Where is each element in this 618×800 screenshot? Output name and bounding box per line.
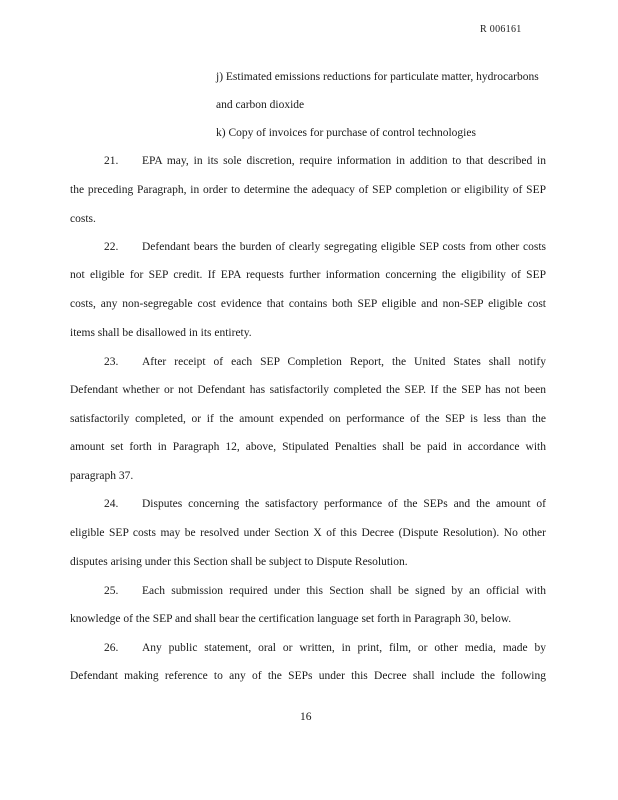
paragraph-21-line: the preceding Paragraph, in order to determine the adequacy of SEP completion or eligibility of SEP: [70, 184, 546, 196]
paragraph-26-line: Defendant making reference to any of the SEPs under this Decree shall include the following: [70, 670, 546, 682]
page-number: 16: [300, 711, 312, 723]
paragraph-text: Any public statement, oral or written, in print, film, or other media, made by: [142, 642, 546, 654]
paragraph-number: 22.: [104, 241, 119, 253]
list-item-j-line-1: j) Estimated emissions reductions for particulate matter, hydrocarbons: [216, 71, 539, 83]
paragraph-21-line: costs.: [70, 213, 96, 225]
paragraph-22-line: items shall be disallowed in its entirety.: [70, 327, 252, 339]
paragraph-22-line: costs, any non-segregable cost evidence that contains both SEP eligible and non-SEP eligible cost: [70, 298, 546, 310]
paragraph-22-line: not eligible for SEP credit. If EPA requests further information concerning the eligibility of SEP: [70, 269, 546, 281]
paragraph-23-line: Defendant whether or not Defendant has satisfactorily completed the SEP. If the SEP has not been: [70, 384, 546, 396]
paragraph-text: Disputes concerning the satisfactory performance of the SEPs and the amount of: [142, 498, 546, 510]
paragraph-text: Each submission required under this Section shall be signed by an official with: [142, 585, 546, 597]
paragraph-number: 24.: [104, 498, 119, 510]
paragraph-23-line: satisfactorily completed, or if the amount expended on performance of the SEP is less than the: [70, 413, 546, 425]
bates-number: R 006161: [480, 24, 522, 35]
paragraph-text: Defendant bears the burden of clearly segregating eligible SEP costs from other costs: [142, 241, 546, 253]
paragraph-number: 25.: [104, 585, 119, 597]
paragraph-number: 21.: [104, 155, 119, 167]
paragraph-number: 23.: [104, 356, 119, 368]
paragraph-24-line: eligible SEP costs may be resolved under Section X of this Decree (Dispute Resolution). No other: [70, 527, 546, 539]
paragraph-number: 26.: [104, 642, 119, 654]
paragraph-24-line: disputes arising under this Section shall be subject to Dispute Resolution.: [70, 556, 408, 568]
paragraph-23-line: amount set forth in Paragraph 12, above, Stipulated Penalties shall be paid in accordance with: [70, 441, 546, 453]
list-item-j-line-2: and carbon dioxide: [216, 99, 305, 111]
list-item-k: k) Copy of invoices for purchase of control technologies: [216, 127, 476, 139]
paragraph-25-line: knowledge of the SEP and shall bear the certification language set forth in Paragraph 30, below.: [70, 613, 512, 625]
paragraph-text: EPA may, in its sole discretion, require information in addition to that described in: [142, 155, 546, 167]
paragraph-text: After receipt of each SEP Completion Report, the United States shall notify: [142, 356, 546, 368]
paragraph-23-line: paragraph 37.: [70, 470, 134, 482]
